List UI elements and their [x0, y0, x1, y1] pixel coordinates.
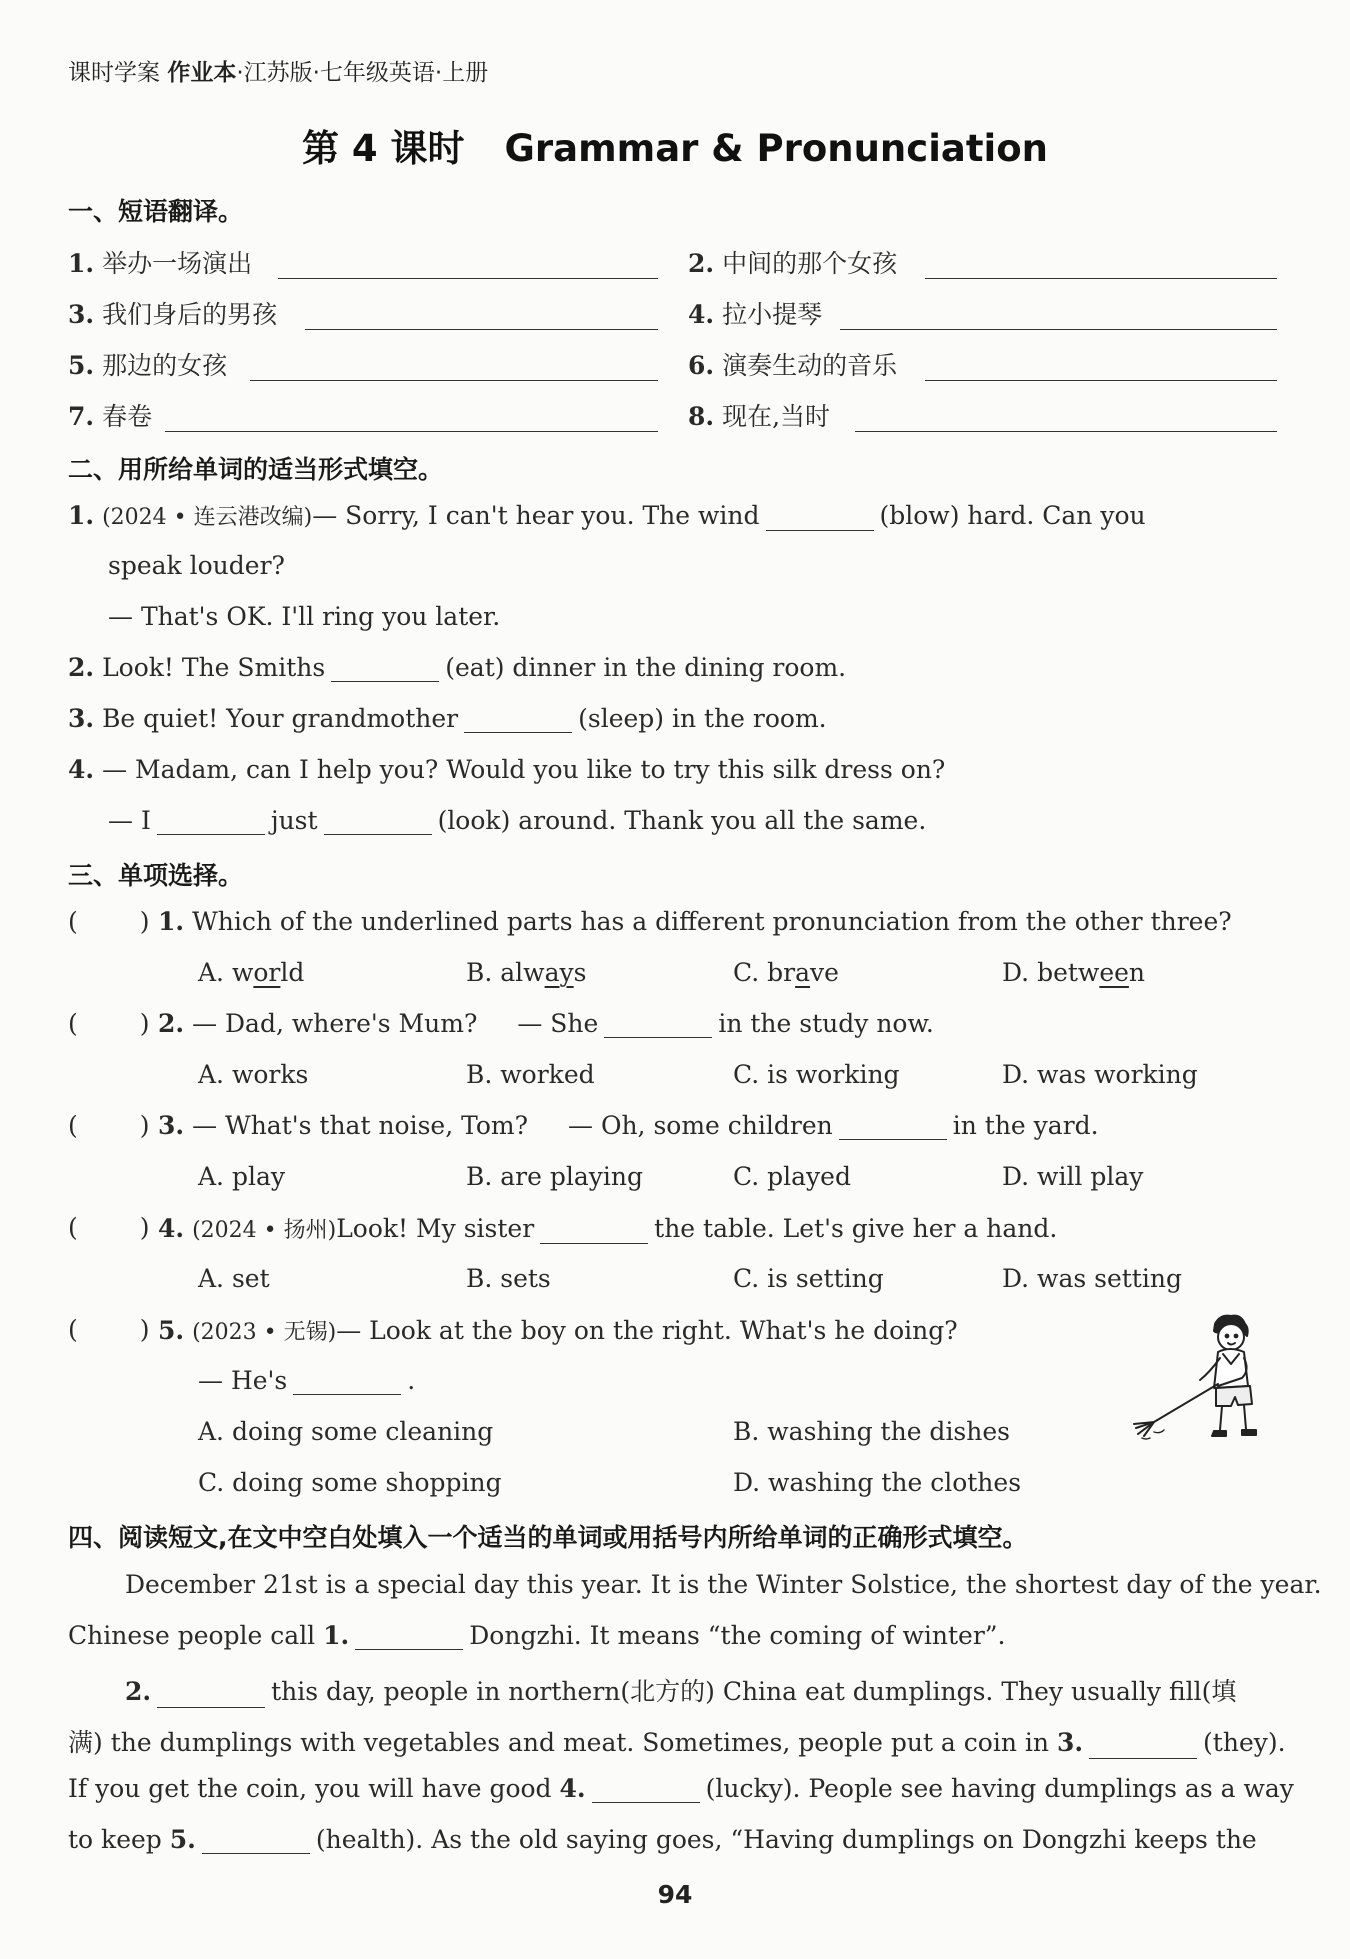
option-d: D. was working	[1002, 1060, 1198, 1089]
answer-blank[interactable]	[324, 806, 432, 835]
question-line: 1. Which of the underlined parts has a different pronunciation from the other three?	[158, 907, 1232, 936]
answer-line[interactable]	[925, 380, 1277, 381]
answer-line[interactable]	[305, 329, 658, 330]
option-b: B. are playing	[466, 1162, 643, 1191]
answer-bracket[interactable]: ( )	[68, 1213, 150, 1242]
passage-line: If you get the coin, you will have good 4. (lucky). People see having dumplings as a way	[68, 1774, 1294, 1803]
passage-line: 满) the dumplings with vegetables and meat. Sometimes, people put a coin in 3. (they).	[68, 1728, 1286, 1757]
answer-line[interactable]	[840, 329, 1277, 330]
passage-line: Chinese people call 1. Dongzhi. It means “the coming of winter”.	[68, 1621, 1006, 1650]
option-b: B. always	[466, 958, 587, 987]
question-line: — I just (look) around. Thank you all the same.	[108, 806, 927, 835]
question-line: 2. — Dad, where's Mum? — She in the study now.	[158, 1009, 934, 1038]
option-b: B. worked	[466, 1060, 595, 1089]
section2-heading: 二、用所给单词的适当形式填空。	[68, 455, 444, 484]
option-c: C. is working	[733, 1060, 900, 1089]
page-title	[0, 118, 1350, 172]
lesson-topic: Grammar & Pronunciation	[504, 127, 1048, 170]
option-d: D. will play	[1002, 1162, 1144, 1191]
option-d: D. between	[1002, 958, 1146, 987]
option-a: A. doing some cleaning	[198, 1417, 494, 1446]
boy-sweeping-illustration	[1130, 1310, 1280, 1450]
answer-line[interactable]	[925, 278, 1277, 279]
answer-blank[interactable]	[766, 502, 874, 531]
answer-line[interactable]	[250, 380, 658, 381]
option-a: A. set	[198, 1264, 270, 1293]
answer-blank[interactable]	[464, 704, 572, 733]
answer-blank[interactable]	[157, 806, 265, 835]
passage-line: 2. this day, people in northern(北方的) China eat dumplings. They usually fill(填	[125, 1677, 1237, 1706]
section1-heading: 一、短语翻译。	[68, 197, 244, 226]
question-line: speak louder?	[108, 551, 285, 580]
question-line: — He's .	[198, 1366, 416, 1395]
answer-blank[interactable]	[293, 1366, 401, 1395]
question-line: 2. Look! The Smiths (eat) dinner in the dining room.	[68, 653, 847, 682]
book-header	[68, 54, 488, 87]
option-c: C. played	[733, 1162, 851, 1191]
option-d: D. was setting	[1002, 1264, 1182, 1293]
passage-line: December 21st is a special day this year. It is the Winter Solstice, the shortest day of the year.	[125, 1570, 1322, 1599]
section4-heading: 四、阅读短文,在文中空白处填入一个适当的单词或用括号内所给单词的正确形式填空。	[68, 1523, 1028, 1552]
question-line: 1. (2024 • 连云港改编)— Sorry, I can't hear you. The wind (blow) hard. Can you	[68, 501, 1146, 530]
option-a: A. play	[198, 1162, 285, 1191]
passage-line: to keep 5. (health). As the old saying goes, “Having dumplings on Dongzhi keeps the	[68, 1825, 1257, 1854]
answer-line[interactable]	[165, 431, 658, 432]
answer-bracket[interactable]: ( )	[68, 1111, 150, 1140]
page-number: 94	[657, 1880, 693, 1909]
answer-line[interactable]	[278, 278, 658, 279]
answer-blank[interactable]	[202, 1825, 310, 1854]
question-line: 4. (2024 • 扬州)Look! My sister the table. Let's give her a hand.	[158, 1214, 1058, 1243]
answer-bracket[interactable]: ( )	[68, 1315, 150, 1344]
answer-blank[interactable]	[157, 1679, 265, 1708]
book-edition: ·江苏版·七年级英语·上册	[236, 60, 489, 86]
answer-blank[interactable]	[540, 1215, 648, 1244]
answer-bracket[interactable]: ( )	[68, 907, 150, 936]
brand-name: 课时学案	[68, 60, 160, 86]
question-line: 3. — What's that noise, Tom? — Oh, some children in the yard.	[158, 1111, 1099, 1140]
option-d: D. washing the clothes	[733, 1468, 1022, 1497]
question-line: 3. Be quiet! Your grandmother (sleep) in the room.	[68, 704, 827, 733]
section3-heading: 三、单项选择。	[68, 861, 244, 890]
lesson-number: 第 4 课时	[302, 127, 465, 170]
option-a: A. works	[198, 1060, 309, 1089]
answer-blank[interactable]	[592, 1774, 700, 1803]
option-a: A. world	[198, 958, 305, 987]
option-b: B. washing the dishes	[733, 1417, 1010, 1446]
option-c: C. is setting	[733, 1264, 884, 1293]
question-line: 5. (2023 • 无锡)— Look at the boy on the right. What's he doing?	[158, 1316, 958, 1345]
answer-blank[interactable]	[839, 1111, 947, 1140]
answer-line[interactable]	[855, 431, 1277, 432]
answer-blank[interactable]	[604, 1009, 712, 1038]
option-b: B. sets	[466, 1264, 551, 1293]
answer-blank[interactable]	[331, 653, 439, 682]
option-c: C. doing some shopping	[198, 1468, 502, 1497]
answer-bracket[interactable]: ( )	[68, 1009, 150, 1038]
question-line: 4. — Madam, can I help you? Would you like to try this silk dress on?	[68, 755, 946, 784]
option-c: C. brave	[733, 958, 839, 987]
answer-blank[interactable]	[355, 1621, 463, 1650]
answer-blank[interactable]	[1089, 1730, 1197, 1759]
question-line: — That's OK. I'll ring you later.	[108, 602, 501, 631]
book-name: 作业本	[167, 60, 237, 86]
